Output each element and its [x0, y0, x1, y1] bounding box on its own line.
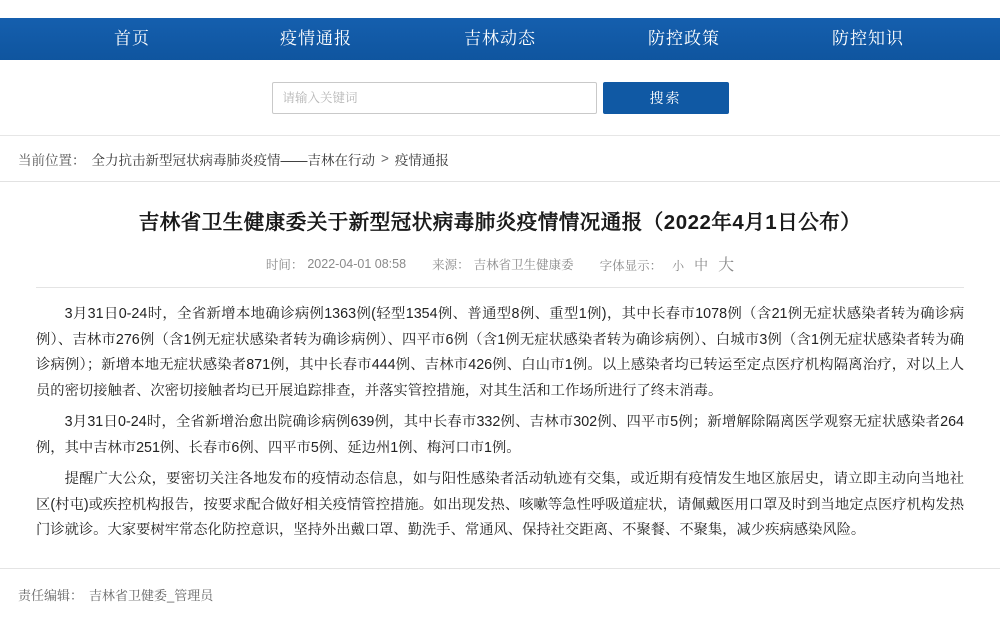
nav-item-epidemic-report[interactable]: 疫情通报 [280, 29, 352, 48]
nav-item-home[interactable]: 首页 [114, 29, 150, 48]
font-size-large-button[interactable]: 大 [718, 257, 735, 274]
font-size-controls [600, 252, 735, 275]
article-body [36, 288, 964, 544]
article-paragraph: 3月31日0-24时，全省新增本地确诊病例1363例(轻型1354例、普通型8例、重型1例)，其中长春市1078例（含21例无症状感染者转为确诊病例）、吉林市276例（含1例无症状感染者转为确诊病例）、四平市6例（含1例无症状感染者转为确诊病例）、白城市3例（含1例无症状感染者转为确诊病例）；新增本地无症状感染者871例，其中长春市444例、吉林市426例、白山市1例。以上感染者均已转运至定点医疗机构隔离治疗，对以上人员的密切接触者、次密切接触者均已开展追踪排查，并落实管控措施，对其生活和工作场所进行了终末消毒。 [36, 306, 964, 399]
page-title: 吉林省卫生健康委关于新型冠状病毒肺炎疫情情况通报（2022年4月1日公布） [138, 211, 862, 234]
font-size-medium-button[interactable]: 中 [694, 257, 709, 273]
article-time [266, 255, 406, 273]
article-paragraph: 提醒广大公众，要密切关注各地发布的疫情动态信息，如与阳性感染者活动轨迹有交集，或近期有疫情发生地区旅居史，请立即主动向当地社区(村屯)或疾控机构报告，按要求配合做好相关疫情管控措施。如出现发热、咳嗽等急性呼吸道症状，请佩戴医用口罩及时到当地定点医疗机构发热门诊就诊。大家要树牢常态化防控意识，坚持外出戴口罩、勤洗手、常通风、保持社交距离、不聚餐、不聚集，减少疾病感染风险。 [36, 471, 964, 538]
breadcrumb-current[interactable]: 疫情通报 [394, 152, 449, 168]
search-input[interactable] [272, 82, 597, 114]
breadcrumb [0, 136, 1000, 182]
breadcrumb-separator: > [381, 151, 389, 166]
article [0, 182, 1000, 544]
font-size-small-button[interactable]: 小 [672, 259, 685, 273]
font-size-label: 字体显示： [599, 259, 663, 273]
article-paragraph: 3月31日0-24时，全省新增治愈出院确诊病例639例，其中长春市332例、吉林市302例、四平市5例；新增解除隔离医学观察无症状感染者264例，其中吉林市251例、长春市6例、四平市5例、延边州1例、梅河口市1例。 [36, 414, 964, 456]
article-meta [36, 252, 964, 288]
breadcrumb-parent-link[interactable]: 全力抗击新型冠状病毒肺炎疫情——吉林在行动 [91, 152, 375, 168]
article-source-value: 吉林省卫生健康委 [473, 257, 574, 272]
article-time-label: 时间： [265, 257, 304, 272]
article-source [432, 255, 574, 273]
editor-label: 责任编辑： [18, 588, 84, 603]
main-navigation [0, 18, 1000, 60]
search-bar [0, 60, 1000, 136]
nav-item-jilin-news[interactable]: 吉林动态 [464, 29, 536, 48]
search-button[interactable]: 搜索 [603, 82, 729, 114]
top-spacer [0, 0, 1000, 18]
nav-item-knowledge[interactable]: 防控知识 [832, 29, 904, 48]
article-time-value: 2022-04-01 08:58 [307, 256, 407, 271]
nav-item-policy[interactable]: 防控政策 [648, 29, 720, 48]
breadcrumb-label: 当前位置： [18, 152, 86, 168]
search-controls [272, 82, 729, 114]
article-footer [0, 568, 1000, 620]
editor-value: 吉林省卫健委_管理员 [89, 588, 214, 603]
article-source-label: 来源： [432, 257, 470, 272]
